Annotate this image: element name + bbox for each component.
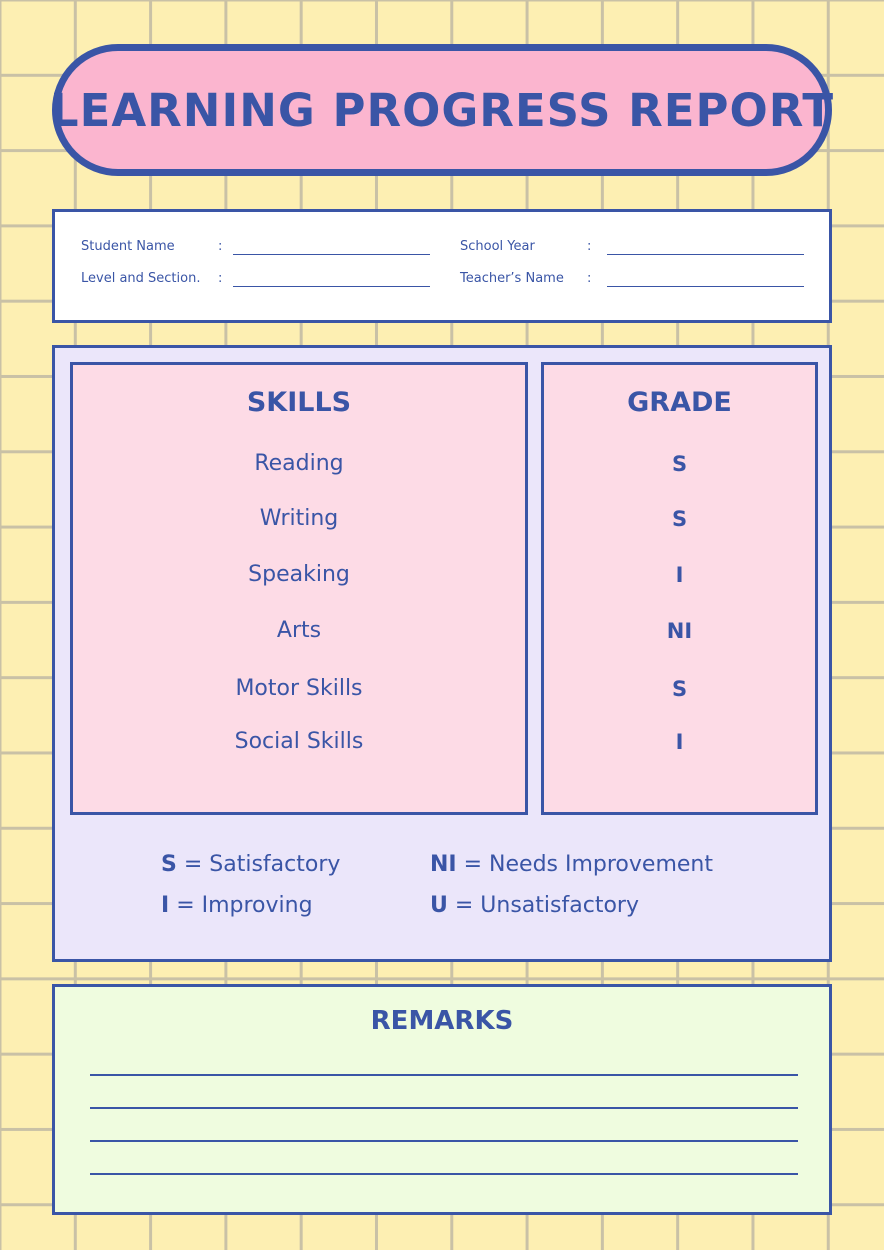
grade-panel <box>541 362 818 815</box>
remarks-heading: REMARKS <box>370 1006 514 1036</box>
level-section-input-line[interactable] <box>233 286 430 287</box>
remark-line[interactable] <box>90 1140 798 1142</box>
grade-item: NI <box>666 619 693 643</box>
teacher-name-colon: : <box>587 271 592 286</box>
legend-text: = Improving <box>176 893 313 918</box>
grade-item: S <box>671 452 688 476</box>
skill-item: Reading <box>254 451 344 476</box>
school-year-input-line[interactable] <box>607 254 804 255</box>
legend-improving <box>161 893 313 918</box>
student-name-input-line[interactable] <box>233 254 430 255</box>
skill-item: Motor Skills <box>235 676 363 701</box>
skill-item: Arts <box>276 618 322 643</box>
skill-item: Writing <box>259 506 339 531</box>
legend-text: = Needs Improvement <box>463 852 713 877</box>
grade-item: I <box>675 730 684 754</box>
remarks-box <box>52 984 832 1215</box>
skills-heading: SKILLS <box>246 387 352 418</box>
legend-text: = Satisfactory <box>183 852 341 877</box>
legend-text: = Unsatisfactory <box>454 893 639 918</box>
student-name-colon: : <box>218 239 223 254</box>
grade-heading: GRADE <box>627 387 732 418</box>
skill-item: Social Skills <box>234 729 364 754</box>
level-section-label: Level and Section. <box>81 271 201 286</box>
teacher-name-label: Teacher’s Name <box>460 271 564 286</box>
skills-grade-box <box>52 345 832 962</box>
skill-item: Speaking <box>248 562 350 587</box>
grade-item: S <box>671 507 688 531</box>
teacher-name-input-line[interactable] <box>607 286 804 287</box>
grade-item: I <box>675 563 684 587</box>
legend-code: S <box>161 852 177 877</box>
skills-panel <box>70 362 528 815</box>
school-year-colon: : <box>587 239 592 254</box>
legend-code: I <box>161 893 170 918</box>
level-section-colon: : <box>218 271 223 286</box>
remark-line[interactable] <box>90 1074 798 1076</box>
legend-code: NI <box>430 852 457 877</box>
legend-needs-improvement <box>430 852 713 877</box>
remark-line[interactable] <box>90 1107 798 1109</box>
legend-satisfactory <box>161 852 340 877</box>
student-name-label: Student Name <box>81 239 175 254</box>
student-info-box <box>52 209 832 323</box>
legend-code: U <box>430 893 448 918</box>
legend-unsatisfactory <box>430 893 639 918</box>
school-year-label: School Year <box>460 239 535 254</box>
grade-item: S <box>671 677 688 701</box>
page-title: LEARNING PROGRESS REPORT <box>49 83 835 137</box>
title-banner <box>49 44 835 176</box>
remark-line[interactable] <box>90 1173 798 1175</box>
